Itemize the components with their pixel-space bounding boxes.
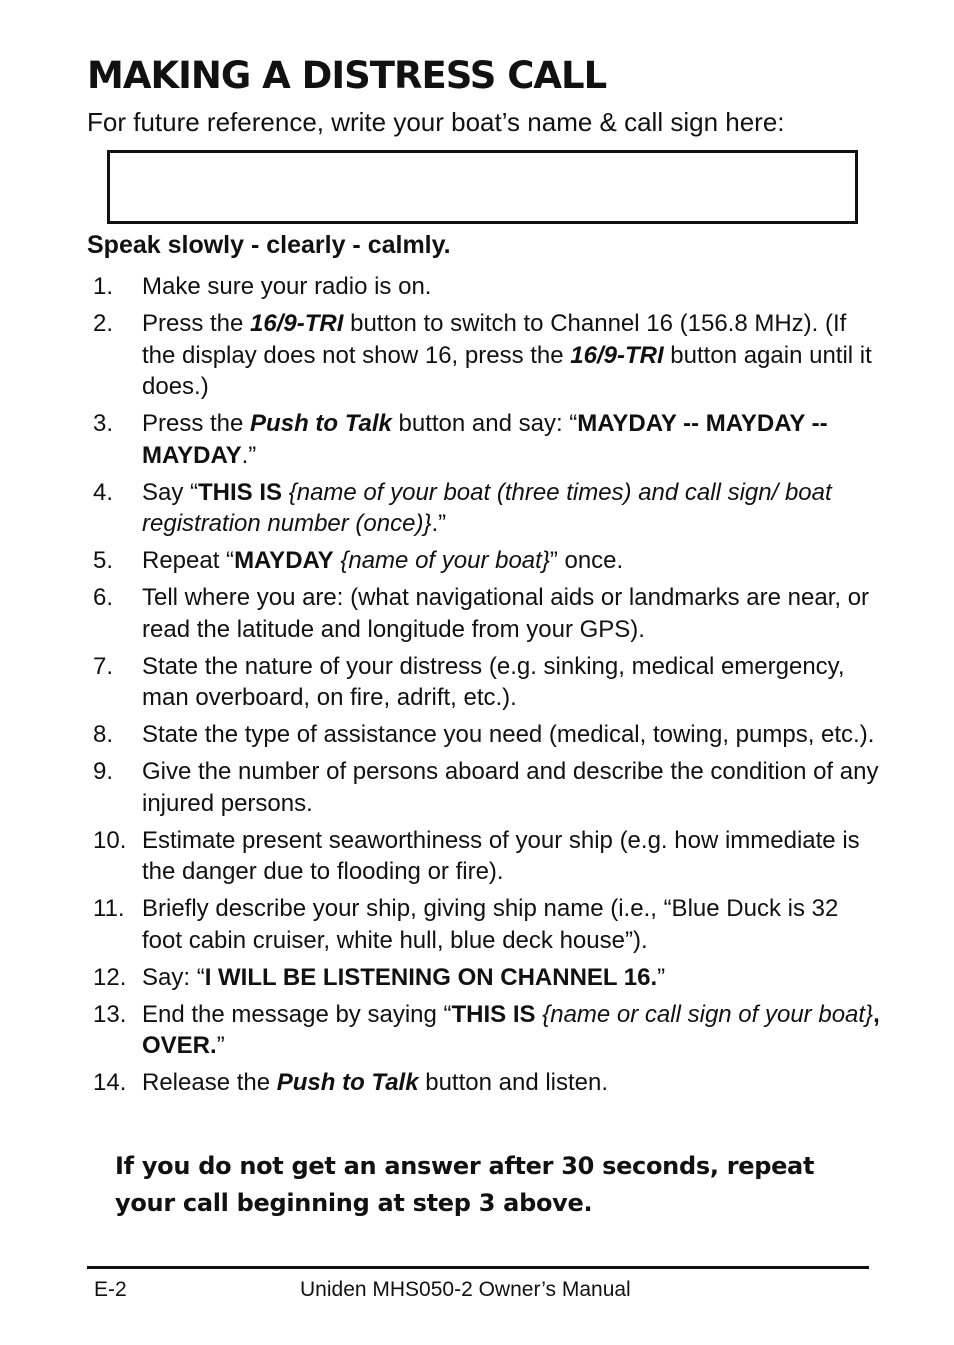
reference-instruction: For future reference, write your boat’s name & call sign here: <box>87 107 785 137</box>
step-text <box>142 719 883 751</box>
step-text <box>142 825 883 888</box>
step-number: 3. <box>93 410 114 437</box>
step-text-segment: , OVER. <box>142 1000 880 1059</box>
step-number: 4. <box>93 478 114 506</box>
step-text-segment: State the nature of your distress (e.g. sinking, medical emergency, man overboard, on fire, adrift, etc.). <box>142 652 845 711</box>
step-item <box>93 893 883 956</box>
step-text-segment: I WILL BE LISTENING ON CHANNEL 16. <box>204 963 658 991</box>
distress-call-steps <box>93 271 883 1104</box>
step-text-segment: Press the <box>142 310 251 337</box>
step-text <box>142 651 883 714</box>
step-text-segment: {name or call sign of your boat} <box>542 1000 874 1028</box>
step-text-segment: .” <box>241 441 257 469</box>
step-item <box>93 308 883 403</box>
step-text-segment: Briefly describe your ship, giving ship name (i.e., “Blue Duck is 32 foot cabin cruiser, white hull, blue deck house”). <box>142 895 839 954</box>
footer-divider <box>87 1266 869 1269</box>
step-text <box>142 1067 883 1099</box>
step-text-segment: button and say: “ <box>391 410 578 437</box>
step-text-segment: 16/9-TRI <box>250 310 344 337</box>
step-text-segment: {name of your boat} <box>340 547 550 574</box>
step-text-segment: Make sure your radio is on. <box>142 273 432 300</box>
step-text-segment: Push to Talk <box>276 1069 419 1096</box>
step-text-segment: Press the <box>142 410 251 437</box>
step-number: 14. <box>93 1069 127 1096</box>
speak-instruction: Speak slowly - clearly - calmly. <box>87 231 451 259</box>
step-item <box>93 756 883 819</box>
step-text <box>142 893 883 956</box>
page-title: MAKING A DISTRESS CALL <box>87 54 607 97</box>
boat-name-call-sign-box <box>107 150 858 224</box>
step-item <box>93 719 883 751</box>
step-text-segment: button again until it does.) <box>142 341 872 400</box>
step-item <box>93 408 883 471</box>
step-text-segment: Repeat “ <box>142 547 235 574</box>
step-number: 11. <box>93 895 125 922</box>
step-text-segment: button to switch to Channel 16 (156.8 MHz). (If the display does not show 16, press the <box>142 310 847 369</box>
step-number: 9. <box>93 758 114 785</box>
step-text-segment: button and listen. <box>418 1069 609 1096</box>
step-text <box>142 582 883 645</box>
step-text-segment: THIS IS <box>451 1000 536 1028</box>
step-text-segment: .” <box>431 510 447 537</box>
step-text <box>142 477 883 540</box>
step-text <box>142 756 883 819</box>
step-item <box>93 1067 883 1099</box>
manual-title: Uniden MHS050-2 Owner’s Manual <box>300 1278 631 1301</box>
step-text <box>142 308 883 403</box>
step-text-segment: 16/9-TRI <box>570 341 664 369</box>
step-text-segment: Give the number of persons aboard and describe the condition of any injured persons. <box>142 758 879 817</box>
step-text-segment: State the type of assistance you need (medical, towing, pumps, etc.). <box>142 721 875 748</box>
page-number: E-2 <box>94 1278 127 1301</box>
step-text <box>142 408 883 471</box>
step-item <box>93 962 883 994</box>
step-text <box>142 271 883 303</box>
step-number: 6. <box>93 584 114 611</box>
step-text-segment: Say: “ <box>142 963 205 991</box>
step-text-segment: Tell where you are: (what navigational aids or landmarks are near, or read the latitude and longitude from your GPS). <box>142 584 870 643</box>
step-text-segment: MAYDAY -- MAYDAY -- MAYDAY <box>142 410 828 469</box>
step-item <box>93 582 883 645</box>
step-number: 2. <box>93 310 114 337</box>
step-number: 10. <box>93 826 127 854</box>
step-text-segment: End the message by saying “ <box>142 1000 452 1028</box>
step-number: 13. <box>93 1000 127 1028</box>
step-text <box>142 999 883 1062</box>
step-text-segment: Say “ <box>142 478 199 506</box>
step-text-segment: Push to Talk <box>250 410 392 437</box>
step-item <box>93 477 883 540</box>
step-text-segment: {name of your boat (three times) and call sign/ boat registration number (once)} <box>142 478 832 537</box>
step-text-segment: ” once. <box>549 547 624 574</box>
step-item <box>93 999 883 1062</box>
step-item <box>93 651 883 714</box>
step-number: 8. <box>93 721 114 748</box>
step-text-segment: Release the <box>142 1069 277 1096</box>
step-text-segment: THIS IS <box>198 478 283 506</box>
step-number: 5. <box>93 547 114 574</box>
step-number: 12. <box>93 963 127 991</box>
step-text-segment: ” <box>657 963 666 991</box>
step-number: 7. <box>93 652 114 680</box>
step-item <box>93 271 883 303</box>
step-item <box>93 825 883 888</box>
retry-note: If you do not get an answer after 30 seconds, repeat your call beginning at step 3 above. <box>115 1152 815 1217</box>
step-text <box>142 962 883 994</box>
step-item <box>93 545 883 577</box>
step-text <box>142 545 883 577</box>
step-text-segment: Estimate present seaworthiness of your ship (e.g. how immediate is the danger due to flooding or fire). <box>142 826 860 885</box>
step-text-segment <box>282 479 289 506</box>
step-number: 1. <box>93 273 114 300</box>
step-text-segment: ” <box>216 1032 225 1059</box>
step-text-segment: MAYDAY <box>234 547 334 574</box>
